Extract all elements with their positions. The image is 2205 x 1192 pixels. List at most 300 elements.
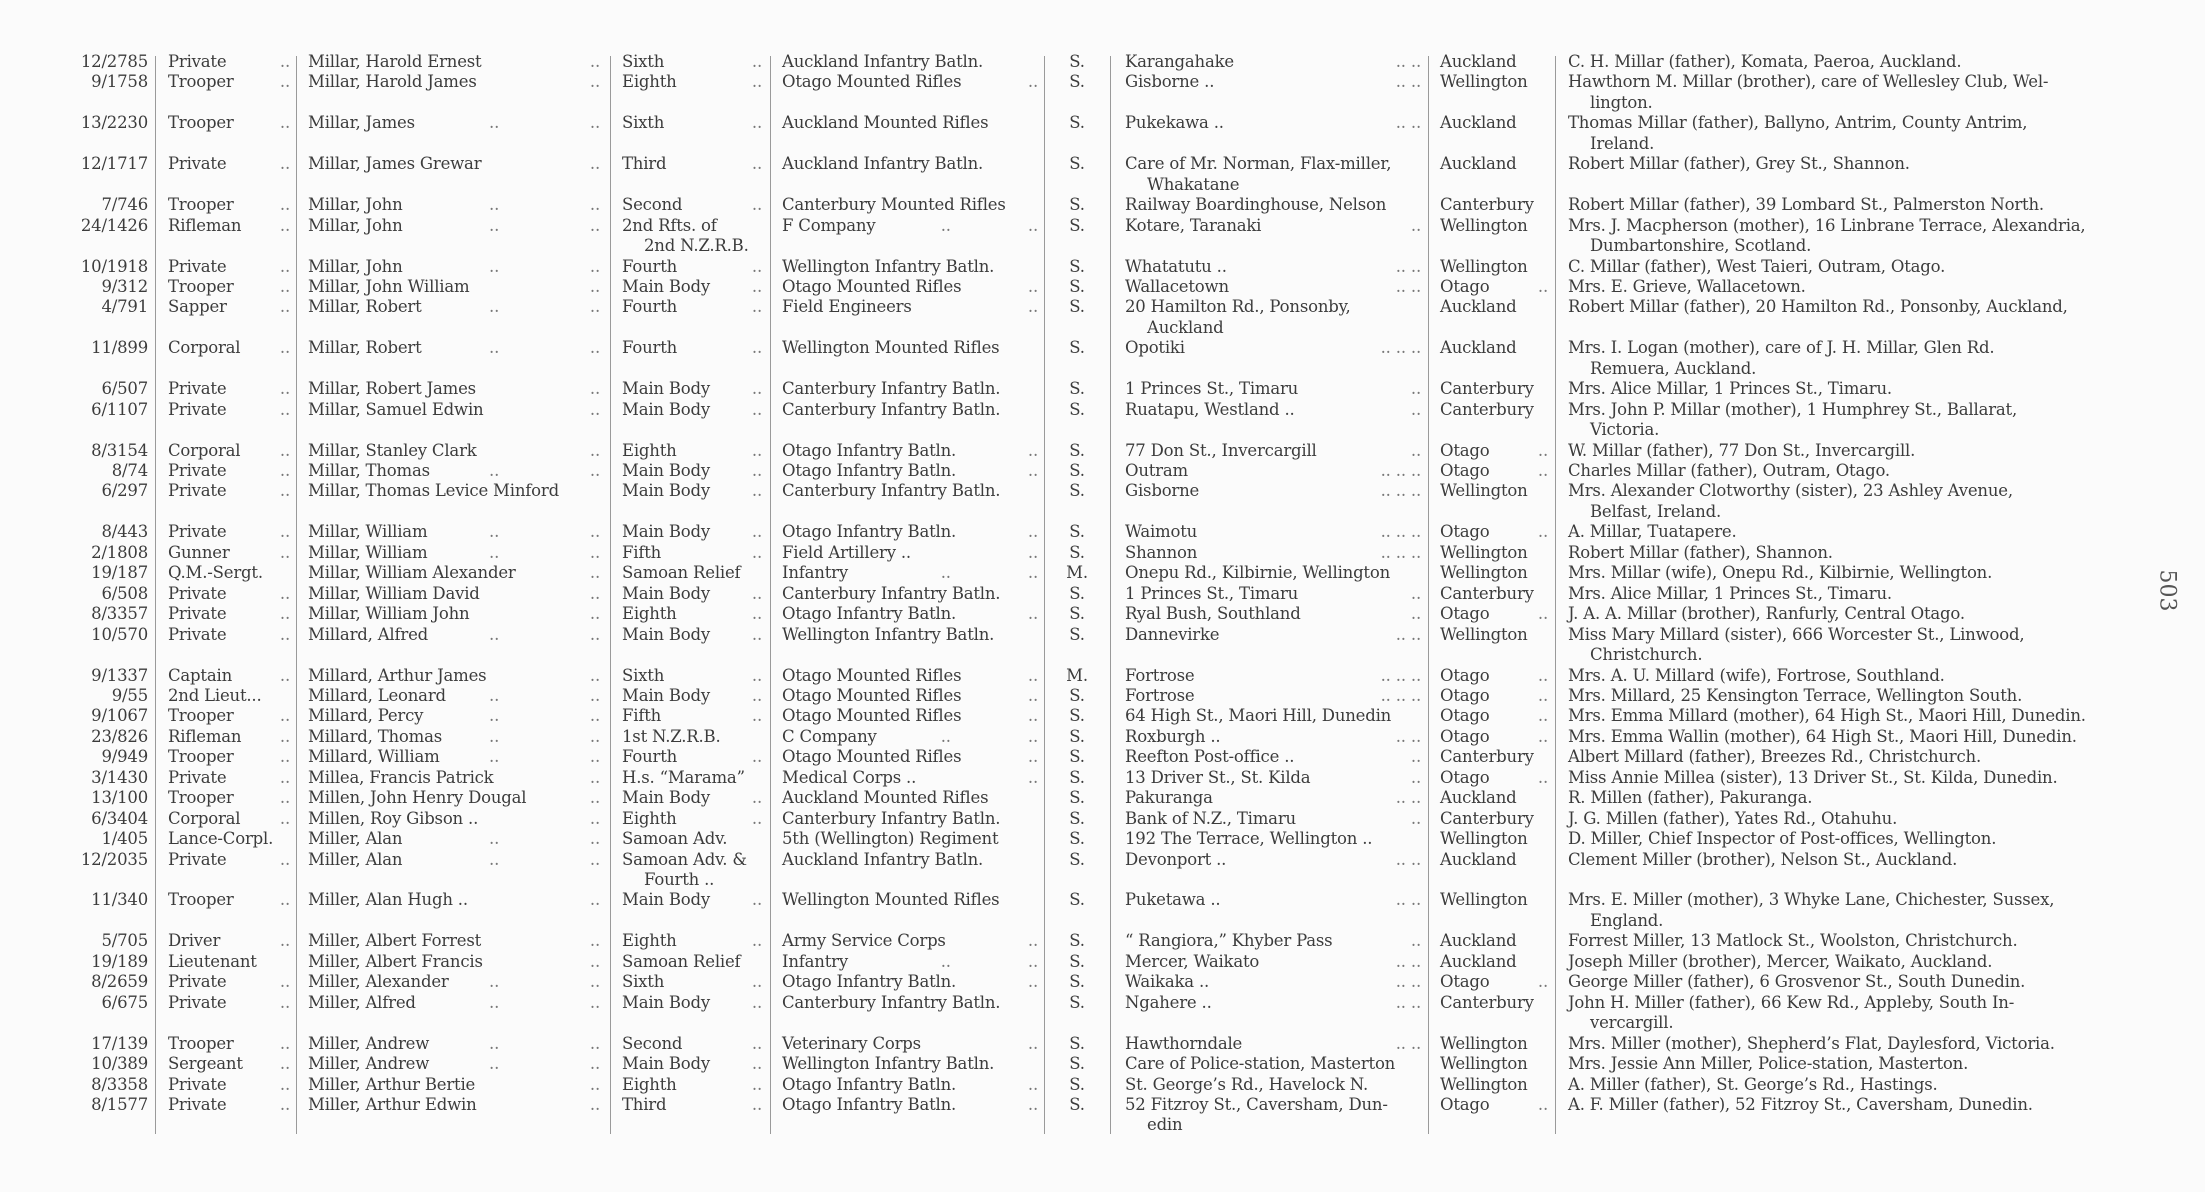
rank: Private .. [168, 522, 290, 542]
table-row [0, 768, 2205, 788]
marital-status: S. [1069, 461, 1085, 480]
marital-status: S. [1069, 379, 1085, 399]
marital-status: S. [1069, 685, 1085, 705]
soldier-name: Millen, Roy Gibson .. .. [308, 808, 600, 828]
leader-dots: .. [1027, 972, 1038, 992]
draft: Fourth .. [622, 338, 762, 358]
service-number: 9/1067 [91, 706, 148, 726]
service-number: 11/899 [91, 338, 148, 358]
leader-dots: .. [751, 338, 762, 358]
leader-dots: .. [1410, 747, 1421, 767]
leader-dots: .. [589, 706, 600, 726]
leader-dots: .. [279, 276, 290, 296]
leader-dots: .. [489, 113, 500, 133]
marital-status: S. [1069, 1033, 1085, 1053]
draft: Samoan Relief [622, 563, 741, 583]
table-row [0, 215, 2205, 256]
draft: Third .. [622, 1094, 762, 1114]
draft: Fifth .. [622, 542, 762, 562]
soldier-name: Millar, Samuel Edwin .. [308, 399, 600, 419]
last-address: Mercer, Waikato .. .. [1125, 951, 1421, 971]
leader-dots: .. [589, 747, 600, 767]
military-district: Wellington [1440, 256, 1528, 276]
leader-dots: .. [589, 890, 600, 910]
leader-dots: .. [751, 931, 762, 951]
leader-dots: .. [279, 522, 290, 542]
soldier-name: Miller, Andrew .. .. [308, 1033, 600, 1053]
leader-dots: .. [279, 604, 290, 624]
draft: Sixth .. [622, 52, 762, 71]
marital-status: S. [1069, 624, 1085, 644]
leader-dots: .. .. [1395, 256, 1421, 276]
table-row [0, 1094, 2205, 1135]
leader-dots: .. [279, 808, 290, 828]
leader-dots: .. [489, 992, 500, 1012]
leader-dots: .. [589, 931, 600, 951]
leader-dots: .. [489, 195, 500, 215]
unit: Otago Infantry Batln. .. [782, 604, 1038, 624]
leader-dots: .. [1537, 522, 1548, 542]
leader-dots: .. [589, 297, 600, 317]
leader-dots: .. [279, 52, 290, 71]
leader-dots: .. [279, 890, 290, 910]
draft: Samoan Relief [622, 951, 741, 971]
last-address: Onepu Rd., Kilbirnie, Wellington [1125, 563, 1391, 583]
unit: Canterbury Infantry Batln. [782, 583, 1001, 603]
rank: Trooper .. [168, 195, 290, 215]
leader-dots: .. [589, 849, 600, 869]
unit: C Company .. .. [782, 726, 1038, 746]
draft: Fifth .. [622, 706, 762, 726]
leader-dots: .. [1537, 461, 1548, 480]
marital-status: S. [1069, 972, 1085, 992]
soldier-name: Miller, Albert Francis .. [308, 951, 600, 971]
draft: H.s. “Marama” [622, 767, 745, 787]
marital-status: M. [1066, 665, 1088, 685]
soldier-name: Millar, William David .. [308, 583, 600, 603]
next-of-kin: Clement Miller (brother), Nelson St., Auckland. [1568, 849, 1958, 869]
table-row [0, 399, 2205, 440]
soldier-name: Miller, Arthur Bertie .. [308, 1074, 600, 1094]
military-district: Wellington [1440, 1033, 1528, 1053]
next-of-kin: Mrs. J. Macpherson (mother), 16 Linbrane Terrace, Alexandria, Dumbartonshire, Scotland. [1568, 215, 2086, 256]
leader-dots: .. .. [1395, 72, 1421, 92]
rank: Driver .. [168, 931, 290, 951]
unit: Auckland Infantry Batln. [782, 849, 984, 869]
leader-dots: .. [279, 195, 290, 215]
leader-dots: .. [1537, 276, 1548, 296]
next-of-kin: Mrs. E. Grieve, Wallacetown. [1568, 276, 1806, 296]
table-row [0, 72, 2205, 112]
last-address: Care of Mr. Norman, Flax-miller, Whakatane [1125, 154, 1392, 194]
next-of-kin: Robert Millar (father), Shannon. [1568, 542, 1833, 562]
leader-dots: .. [1410, 583, 1421, 603]
rank: Private .. [168, 256, 290, 276]
leader-dots: .. [751, 297, 762, 317]
leader-dots: .. [279, 849, 290, 869]
last-address: Kotare, Taranaki .. [1125, 215, 1421, 235]
leader-dots: .. [589, 256, 600, 276]
leader-dots: .. .. .. [1380, 665, 1421, 685]
leader-dots: .. [589, 1054, 600, 1074]
soldier-name: Miller, Alexander .. .. [308, 972, 600, 992]
leader-dots: .. [589, 624, 600, 644]
leader-dots: .. [1027, 747, 1038, 767]
leader-dots: .. [279, 931, 290, 951]
soldier-name: Miller, Alan .. .. [308, 829, 600, 849]
soldier-name: Millard, Leonard .. .. [308, 685, 600, 705]
marital-status: S. [1069, 1094, 1085, 1114]
leader-dots: .. [489, 726, 500, 746]
military-district: Wellington [1440, 829, 1528, 849]
unit: Wellington Mounted Rifles [782, 338, 1000, 358]
last-address: Bank of N.Z., Timaru .. [1125, 808, 1421, 828]
last-address: Waikaka .. .. .. [1125, 972, 1421, 992]
table-row [0, 379, 2205, 399]
leader-dots: .. [589, 72, 600, 92]
service-number: 6/1107 [91, 399, 148, 419]
leader-dots: .. [1410, 215, 1421, 235]
leader-dots: .. [589, 154, 600, 174]
next-of-kin: J. A. A. Millar (brother), Ranfurly, Central Otago. [1568, 604, 1965, 624]
next-of-kin: Albert Millard (father), Breezes Rd., Christchurch. [1568, 747, 1981, 767]
next-of-kin: Thomas Millar (father), Ballyno, Antrim, County Antrim, Ireland. [1568, 113, 2028, 153]
next-of-kin: C. H. Millar (father), Komata, Paeroa, Auckland. [1568, 52, 1962, 71]
rank: Private .. [168, 399, 290, 419]
service-number: 9/949 [101, 747, 148, 767]
leader-dots: .. [589, 215, 600, 235]
last-address: St. George’s Rd., Havelock N. [1125, 1074, 1369, 1094]
next-of-kin: R. Millen (father), Pakuranga. [1568, 788, 1813, 808]
table-row [0, 257, 2205, 277]
draft: Fourth .. [622, 256, 762, 276]
unit: Canterbury Mounted Rifles [782, 195, 1006, 215]
leader-dots: .. .. [1395, 52, 1421, 71]
marital-status: S. [1069, 276, 1085, 296]
leader-dots: .. [751, 583, 762, 603]
rank: Private .. [168, 767, 290, 787]
leader-dots: .. [489, 297, 500, 317]
last-address: Ruatapu, Westland .. .. [1125, 399, 1421, 419]
last-address: Ryal Bush, Southland .. [1125, 604, 1421, 624]
military-district: Otago .. [1440, 461, 1548, 480]
next-of-kin: Mrs. I. Logan (mother), care of J. H. Millar, Glen Rd. Remuera, Auckland. [1568, 338, 1995, 378]
leader-dots: .. [1410, 604, 1421, 624]
leader-dots: .. [279, 481, 290, 501]
draft: 1st N.Z.R.B. [622, 726, 721, 746]
table-row [0, 1034, 2205, 1054]
service-number: 11/340 [91, 890, 148, 910]
table-row [0, 154, 2205, 194]
military-district: Otago .. [1440, 1094, 1548, 1114]
draft: Main Body .. [622, 399, 762, 419]
draft: Eighth .. [622, 808, 762, 828]
table-row [0, 624, 2205, 665]
leader-dots: .. [751, 154, 762, 174]
leader-dots: .. [1537, 685, 1548, 705]
table-row [0, 1054, 2205, 1074]
soldier-name: Millar, Harold Ernest .. [308, 52, 600, 71]
table-row [0, 113, 2205, 153]
marital-status: S. [1069, 992, 1085, 1012]
table-row [0, 706, 2205, 726]
service-number: 3/1430 [91, 767, 148, 787]
table-row [0, 849, 2205, 889]
leader-dots: .. .. .. [1380, 685, 1421, 705]
service-number: 6/507 [101, 379, 148, 399]
table-row [0, 277, 2205, 297]
soldier-name: Miller, Albert Forrest .. [308, 931, 600, 951]
leader-dots: .. [589, 542, 600, 562]
leader-dots: .. [751, 788, 762, 808]
leader-dots: .. [489, 706, 500, 726]
last-address: Railway Boardinghouse, Nelson [1125, 195, 1387, 215]
leader-dots: .. .. .. [1380, 338, 1421, 358]
marital-status: S. [1069, 1054, 1085, 1074]
leader-dots: .. [751, 113, 762, 133]
draft: Eighth .. [622, 604, 762, 624]
service-number: 8/3154 [91, 440, 148, 460]
soldier-name: Millar, Robert .. .. [308, 297, 600, 317]
leader-dots: .. [751, 1033, 762, 1053]
marital-status: S. [1069, 706, 1085, 726]
military-district: Auckland [1440, 113, 1517, 133]
leader-dots: .. [589, 461, 600, 480]
leader-dots: .. [1410, 767, 1421, 787]
leader-dots: .. [279, 379, 290, 399]
soldier-name: Miller, Alan Hugh .. .. [308, 890, 600, 910]
next-of-kin: Mrs. Alice Millar, 1 Princes St., Timaru. [1568, 379, 1892, 399]
next-of-kin: Miss Annie Millea (sister), 13 Driver St., St. Kilda, Dunedin. [1568, 767, 2058, 787]
soldier-name: Millea, Francis Patrick .. [308, 767, 600, 787]
rank: Trooper .. [168, 113, 290, 133]
draft: Eighth .. [622, 440, 762, 460]
soldier-name: Miller, Andrew .. .. [308, 1054, 600, 1074]
soldier-name: Millar, Harold James .. [308, 72, 600, 92]
leader-dots: .. [1027, 72, 1038, 92]
leader-dots: .. [589, 113, 600, 133]
next-of-kin: Mrs. Jessie Ann Miller, Police-station, Masterton. [1568, 1054, 1969, 1074]
military-district: Wellington [1440, 542, 1528, 562]
next-of-kin: Hawthorn M. Millar (brother), care of Wellesley Club, Wel- lington. [1568, 72, 2049, 112]
rank: Trooper .. [168, 788, 290, 808]
leader-dots: .. [589, 379, 600, 399]
leader-dots: .. [940, 951, 951, 971]
last-address: Pakuranga .. .. [1125, 788, 1421, 808]
service-number: 1/405 [101, 829, 148, 849]
leader-dots: .. [1537, 1094, 1548, 1114]
table-row [0, 481, 2205, 521]
leader-dots: .. [751, 685, 762, 705]
rank: Private .. [168, 849, 290, 869]
service-number: 6/508 [101, 583, 148, 603]
draft: Sixth .. [622, 665, 762, 685]
military-district: Otago .. [1440, 276, 1548, 296]
table-row [0, 829, 2205, 849]
leader-dots: .. [279, 583, 290, 603]
leader-dots: .. .. .. [1380, 461, 1421, 480]
military-district: Canterbury [1440, 992, 1534, 1012]
military-district: Canterbury [1440, 195, 1534, 215]
military-district: Auckland [1440, 931, 1517, 951]
next-of-kin: Mrs. Miller (mother), Shepherd’s Flat, Daylesford, Victoria. [1568, 1033, 2055, 1053]
military-district: Otago .. [1440, 972, 1548, 992]
military-district: Otago .. [1440, 685, 1548, 705]
leader-dots: .. [279, 665, 290, 685]
draft: Main Body .. [622, 992, 762, 1012]
military-district: Auckland [1440, 297, 1517, 317]
soldier-name: Millar, Robert James .. [308, 379, 600, 399]
marital-status: S. [1069, 338, 1085, 358]
rank: Private .. [168, 481, 290, 501]
unit: Wellington Mounted Rifles [782, 890, 1000, 910]
leader-dots: .. [751, 52, 762, 71]
leader-dots: .. [279, 297, 290, 317]
unit: Canterbury Infantry Batln. [782, 399, 1001, 419]
rank: Trooper .. [168, 72, 290, 92]
leader-dots: .. [1027, 665, 1038, 685]
leader-dots: .. [489, 829, 500, 849]
marital-status: S. [1069, 931, 1085, 951]
marital-status: S. [1069, 808, 1085, 828]
marital-status: S. [1069, 767, 1085, 787]
last-address: Wallacetown .. .. [1125, 276, 1421, 296]
leader-dots: .. [489, 522, 500, 542]
service-number: 17/139 [91, 1033, 148, 1053]
rank: Private .. [168, 583, 290, 603]
marital-status: S. [1069, 890, 1085, 910]
rank: Trooper .. [168, 747, 290, 767]
service-number: 6/3404 [91, 808, 148, 828]
leader-dots: .. [751, 481, 762, 501]
military-district: Otago .. [1440, 665, 1548, 685]
next-of-kin: Miss Mary Millard (sister), 666 Worcester St., Linwood, Christchurch. [1568, 624, 2025, 665]
leader-dots: .. [589, 604, 600, 624]
leader-dots: .. [751, 706, 762, 726]
last-address: Whatatutu .. .. .. [1125, 256, 1421, 276]
leader-dots: .. [751, 256, 762, 276]
rank: Private .. [168, 52, 290, 71]
draft: Eighth .. [622, 931, 762, 951]
leader-dots: .. [589, 685, 600, 705]
leader-dots: .. [589, 583, 600, 603]
leader-dots: .. [589, 829, 600, 849]
service-number: 24/1426 [80, 215, 148, 235]
leader-dots: .. .. [1395, 1033, 1421, 1053]
rank: Q.M.-Sergt. [168, 563, 263, 583]
unit: Infantry .. .. [782, 951, 1038, 971]
table-row [0, 727, 2205, 747]
soldier-name: Miller, Alfred .. .. [308, 992, 600, 1012]
leader-dots: .. .. [1395, 726, 1421, 746]
leader-dots: .. [751, 1094, 762, 1114]
soldier-name: Millar, John .. .. [308, 256, 600, 276]
leader-dots: .. [1027, 522, 1038, 542]
soldier-name: Millar, William .. .. [308, 522, 600, 542]
leader-dots: .. [279, 154, 290, 174]
table-row [0, 952, 2205, 972]
unit: Otago Mounted Rifles .. [782, 706, 1038, 726]
military-district: Auckland [1440, 338, 1517, 358]
leader-dots: .. [1027, 542, 1038, 562]
soldier-name: Millar, John .. .. [308, 215, 600, 235]
leader-dots: .. [1027, 767, 1038, 787]
leader-dots: .. [1027, 1094, 1038, 1114]
leader-dots: .. [751, 808, 762, 828]
table-row [0, 931, 2205, 951]
military-district: Canterbury [1440, 808, 1534, 828]
unit: Auckland Infantry Batln. [782, 154, 984, 174]
leader-dots: .. [589, 563, 600, 583]
table-row [0, 195, 2205, 215]
unit: Field Engineers .. [782, 297, 1038, 317]
unit: Army Service Corps .. [782, 931, 1038, 951]
leader-dots: .. [751, 604, 762, 624]
soldier-name: Millard, Thomas .. .. [308, 726, 600, 746]
service-number: 19/187 [91, 563, 148, 583]
leader-dots: .. .. [1395, 951, 1421, 971]
military-district: Otago .. [1440, 767, 1548, 787]
leader-dots: .. [489, 972, 500, 992]
leader-dots: .. [279, 215, 290, 235]
last-address: 64 High St., Maori Hill, Dunedin [1125, 706, 1392, 726]
leader-dots: .. [589, 767, 600, 787]
unit: Otago Infantry Batln. .. [782, 440, 1038, 460]
leader-dots: .. [1027, 726, 1038, 746]
next-of-kin: George Miller (father), 6 Grosvenor St., South Dunedin. [1568, 972, 2026, 992]
leader-dots: .. [751, 72, 762, 92]
leader-dots: .. [1410, 931, 1421, 951]
leader-dots: .. [1027, 951, 1038, 971]
leader-dots: .. [751, 972, 762, 992]
unit: Otago Infantry Batln. .. [782, 972, 1038, 992]
last-address: Gisborne .. .. .. [1125, 72, 1421, 92]
leader-dots: .. [589, 665, 600, 685]
last-address: Reefton Post-office .. .. [1125, 747, 1421, 767]
leader-dots: .. [279, 706, 290, 726]
leader-dots: .. [279, 972, 290, 992]
leader-dots: .. [1537, 706, 1548, 726]
military-district: Otago .. [1440, 706, 1548, 726]
next-of-kin: Mrs. Alexander Clotworthy (sister), 23 Ashley Avenue, Belfast, Ireland. [1568, 481, 2013, 521]
next-of-kin: Mrs. Emma Millard (mother), 64 High St., Maori Hill, Dunedin. [1568, 706, 2086, 726]
leader-dots: .. [589, 52, 600, 71]
military-district: Canterbury [1440, 747, 1534, 767]
unit: Infantry .. .. [782, 563, 1038, 583]
unit: Canterbury Infantry Batln. [782, 992, 1001, 1012]
rank: Private .. [168, 461, 290, 480]
unit: Otago Infantry Batln. .. [782, 1094, 1038, 1114]
military-district: Auckland [1440, 849, 1517, 869]
last-address: 52 Fitzroy St., Caversham, Dun- edin [1125, 1094, 1388, 1135]
leader-dots: .. [589, 338, 600, 358]
next-of-kin: Mrs. John P. Millar (mother), 1 Humphrey St., Ballarat, Victoria. [1568, 399, 2018, 440]
soldier-name: Miller, Alan .. .. [308, 849, 600, 869]
unit: Otago Mounted Rifles .. [782, 665, 1038, 685]
leader-dots: .. [1027, 297, 1038, 317]
draft: Sixth .. [622, 972, 762, 992]
unit: Otago Mounted Rifles .. [782, 747, 1038, 767]
draft: Main Body .. [622, 890, 762, 910]
table-row [0, 297, 2205, 337]
military-district: Otago .. [1440, 440, 1548, 460]
last-address: 1 Princes St., Timaru .. [1125, 379, 1421, 399]
unit: F Company .. .. [782, 215, 1038, 235]
leader-dots: .. [751, 665, 762, 685]
last-address: Devonport .. .. .. [1125, 849, 1421, 869]
service-number: 13/100 [91, 788, 148, 808]
leader-dots: .. [751, 461, 762, 480]
